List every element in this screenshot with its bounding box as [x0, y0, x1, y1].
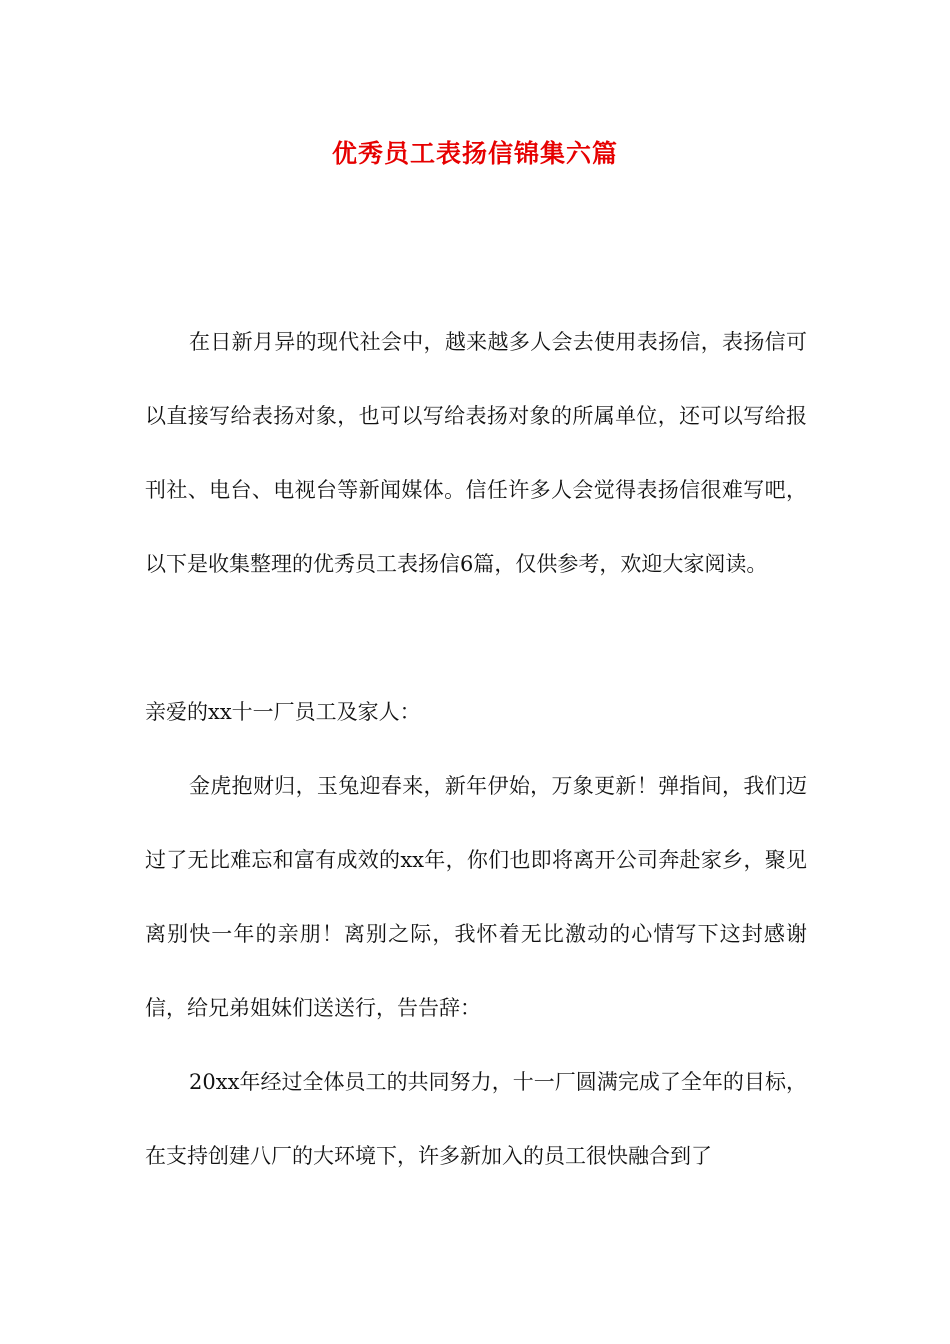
body-paragraph-1: 金虎抱财归，玉兔迎春来，新年伊始，万象更新！弹指间，我们迈过了无比难忘和富有成效的xx年，你们也即将离开公司奔赴家乡，聚见离别快一年的亲朋！离别之际，我怀着无比激动的心情写下这封感谢信，给兄弟姐妹们送送行，告告辞： — [145, 774, 807, 1020]
body-paragraph-2: 20xx年经过全体员工的共同努力，十一厂圆满完成了全年的目标，在支持创建八厂的大环境下，许多新加入的员工很快融合到了 — [145, 1070, 807, 1168]
intro-paragraph: 在日新月异的现代社会中，越来越多人会去使用表扬信，表扬信可以直接写给表扬对象，也可以写给表扬对象的所属单位，还可以写给报刊社、电台、电视台等新闻媒体。信任许多人会觉得表扬信很难写吧，以下是收集整理的优秀员工表扬信6篇，仅供参考，欢迎大家阅读。 — [145, 330, 807, 576]
salutation: 亲爱的xx十一厂员工及家人： — [145, 700, 421, 724]
document-title: 优秀员工表扬信锦集六篇 — [331, 139, 618, 168]
